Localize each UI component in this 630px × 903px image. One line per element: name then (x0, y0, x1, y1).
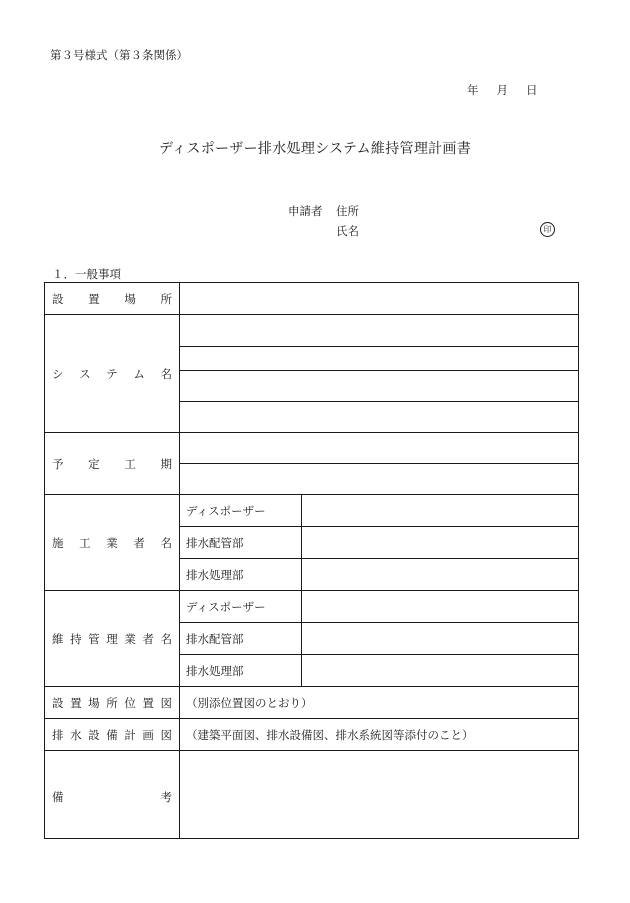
location-label-cell (45, 283, 180, 315)
drainage-plan-label: 排 水 設 備 計 画 図 (52, 727, 172, 742)
location-field[interactable] (180, 283, 579, 315)
applicant-label: 申請者 (288, 204, 323, 218)
location-map-note: （別添位置図のとおり） (180, 687, 579, 719)
maintenance-piping-field[interactable] (302, 623, 579, 655)
construction-period-field-1[interactable] (180, 433, 579, 464)
maintenance-treatment-field[interactable] (302, 655, 579, 687)
contractor-piping-field[interactable] (302, 527, 579, 559)
location-map-label-cell (45, 687, 180, 719)
system-name-label: シ ス テ ム 名 (52, 366, 172, 381)
remarks-label: 備 考 (52, 790, 172, 804)
location-label: 設 置 場 所 (52, 291, 172, 306)
location-map-label: 設 置 場 所 位 置 図 (52, 695, 172, 710)
system-name-field-2[interactable] (180, 347, 579, 371)
maintenance-label: 維 持 管 理 業 者 名 (52, 631, 172, 646)
maintenance-treatment-label: 排水処理部 (180, 655, 302, 687)
document-title: ディスポーザー排水処理システム維持管理計画書 (158, 141, 472, 157)
maintenance-label-cell (45, 591, 180, 687)
contractor-label-cell (45, 495, 180, 591)
contractor-treatment-label: 排水処理部 (180, 559, 302, 591)
seal-mark: 印 (540, 222, 555, 237)
construction-period-label: 予 定 工 期 (52, 456, 172, 471)
contractor-label: 施 工 業 者 名 (52, 535, 172, 550)
maintenance-piping-label: 排水配管部 (180, 623, 302, 655)
contractor-disposer-field[interactable] (302, 495, 579, 527)
remarks-field[interactable] (180, 751, 579, 839)
contractor-disposer-label: ディスポーザー (180, 495, 302, 527)
month-label: 月 (496, 83, 508, 97)
date-line (467, 82, 538, 98)
remarks-label-cell (45, 751, 180, 839)
drainage-plan-label-cell (45, 719, 180, 751)
drainage-plan-note: （建築平面図、排水設備図、排水系統図等添付のこと） (180, 719, 579, 751)
contractor-treatment-field[interactable] (302, 559, 579, 591)
address-label: 住所 (336, 204, 359, 218)
general-info-table (44, 282, 579, 839)
system-name-field-3[interactable] (180, 371, 579, 402)
form-number: 第３号様式（第３条関係） (50, 48, 188, 62)
day-label: 日 (526, 83, 538, 97)
system-name-label-cell (45, 315, 180, 433)
year-label: 年 (467, 83, 479, 97)
section-heading: １．一般事項 (52, 267, 121, 281)
contractor-piping-label: 排水配管部 (180, 527, 302, 559)
system-name-field-4[interactable] (180, 402, 579, 433)
maintenance-disposer-label: ディスポーザー (180, 591, 302, 623)
maintenance-disposer-field[interactable] (302, 591, 579, 623)
name-label: 氏名 (336, 224, 359, 238)
construction-period-field-2[interactable] (180, 464, 579, 495)
construction-period-label-cell (45, 433, 180, 495)
system-name-field-1[interactable] (180, 315, 579, 347)
